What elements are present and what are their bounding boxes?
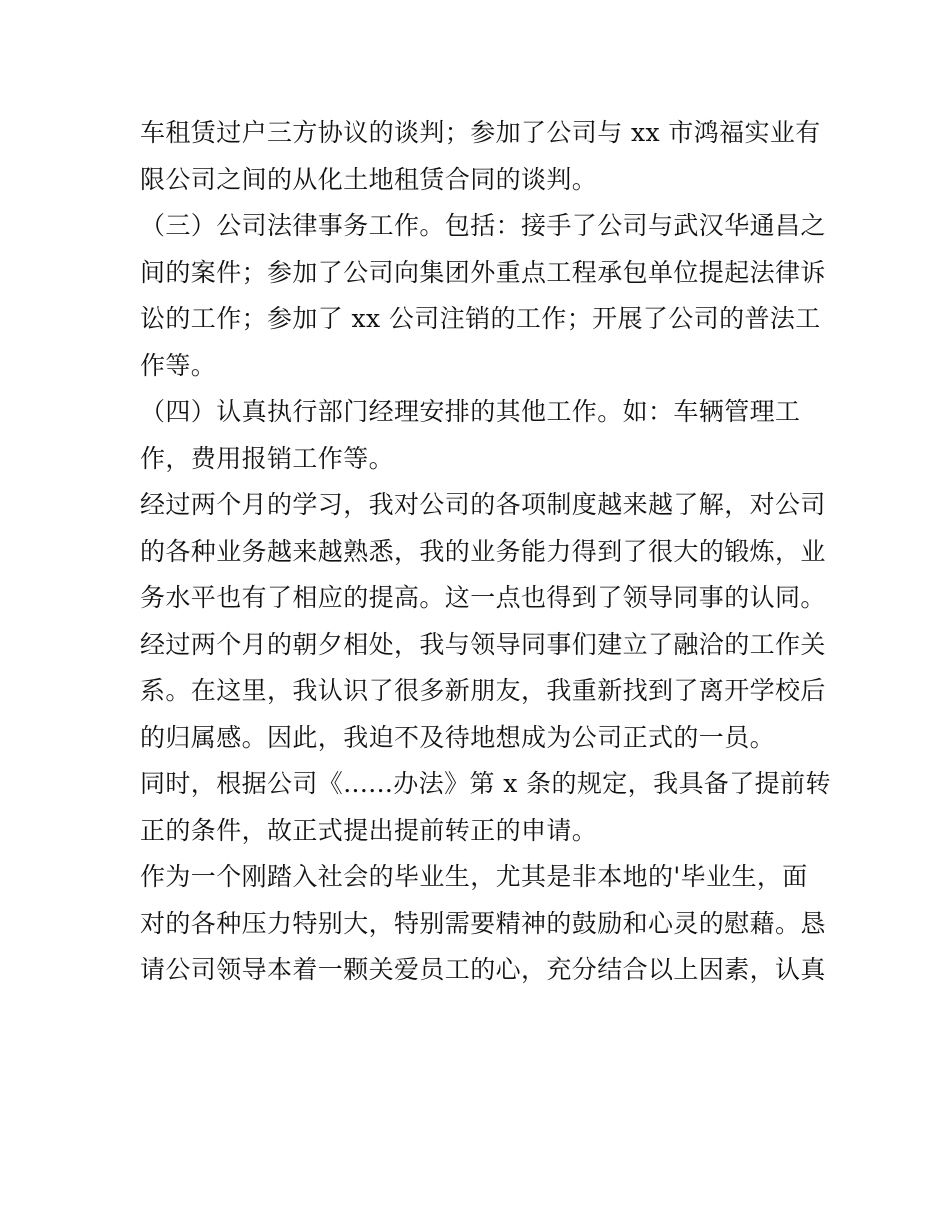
text-line-1: 车租赁过户三方协议的谈判；参加了公司与 xx 市鸿福实业有: [140, 118, 821, 147]
text-line-15: 同时，根据公司《......办法》第 x 条的规定，我具备了提前转: [140, 769, 831, 798]
text-line-12: 经过两个月的朝夕相处，我与领导同事们建立了融洽的工作关: [140, 629, 826, 659]
body-text: [140, 110, 830, 994]
text-line-19: 请公司领导本着一颗关爱员工的心，充分结合以上因素，认真: [140, 955, 826, 984]
text-line-8: 作，费用报销工作等。: [140, 443, 395, 473]
text-line-7: （四）认真执行部门经理安排的其他工作。如：车辆管理工: [140, 397, 801, 426]
text-line-3: （三）公司法律事务工作。包括：接手了公司与武汉华通昌之: [140, 211, 826, 240]
text-line-11: 务水平也有了相应的提高。这一点也得到了领导同事的认同。: [140, 583, 826, 612]
text-line-2: 限公司之间的从化土地租赁合同的谈判。: [140, 164, 598, 194]
text-line-18: 对的各种压力特别大，特别需要精神的鼓励和心灵的慰藉。恳: [140, 908, 826, 938]
text-line-17: 作为一个刚踏入社会的毕业生，尤其是非本地的'毕业生，面: [140, 862, 808, 891]
text-line-16: 正的条件，故正式提出提前转正的申请。: [140, 815, 598, 845]
text-line-5: 讼的工作；参加了 xx 公司注销的工作；开展了公司的普法工: [140, 304, 821, 333]
text-line-13: 系。在这里，我认识了很多新朋友，我重新找到了离开学校后: [140, 676, 826, 705]
text-line-14: 的归属感。因此，我迫不及待地想成为公司正式的一员。: [140, 722, 776, 752]
text-line-4: 间的案件；参加了公司向集团外重点工程承包单位提起法律诉: [140, 257, 826, 287]
text-line-9: 经过两个月的学习，我对公司的各项制度越来越了解，对公司: [140, 490, 826, 519]
text-line-6: 作等。: [140, 350, 217, 380]
text-line-10: 的各种业务越来越熟悉，我的业务能力得到了很大的锻炼，业: [140, 536, 826, 566]
